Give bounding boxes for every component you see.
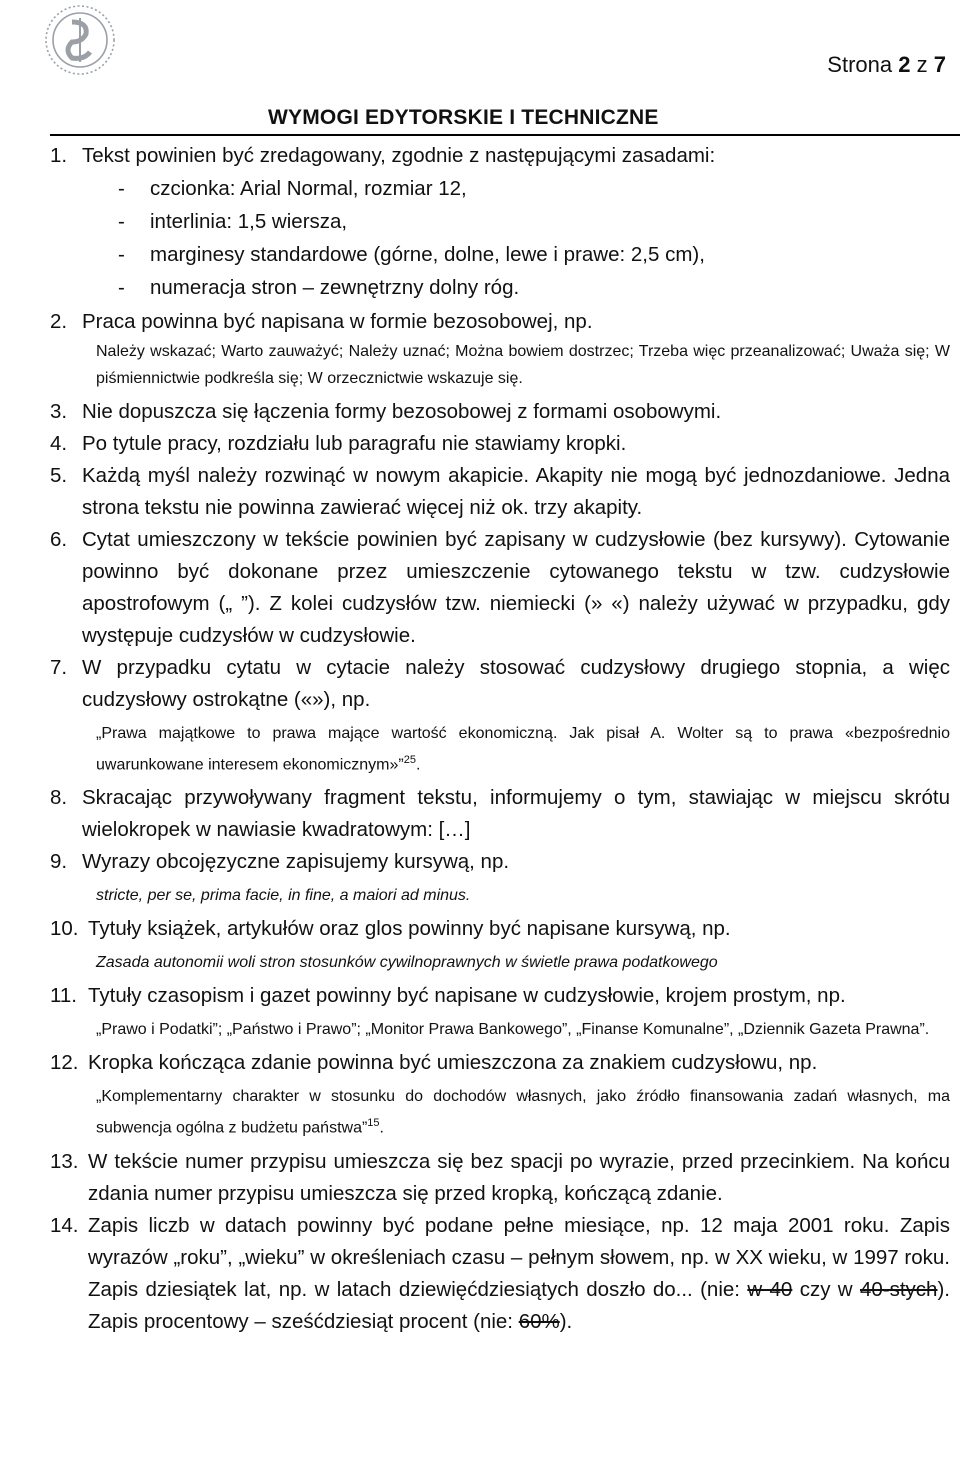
example-nested-quote: „Prawa majątkowe to prawa mające wartość ekonomiczną. Jak pisał A. Wolter są to prawa «bezpośrednio uwarunkowane interesem ekonomicznym»”$^{25}$. bbox=[96, 725, 950, 774]
bullet-font: - czcionka: Arial Normal, rozmiar 12, bbox=[118, 177, 467, 200]
list-item-6: 6. Cytat umieszczony w tekście powinien być zapisany w cudzysłowie (bez kursywy). Cytowanie powinno być dokonane przez umieszczenie cytowanego tekstu w tzw. cudzysłowie apostrofowym („ ”). Z kolei cudzysłów tzw. niemiecki (» «) należy używać w przypadku, gdy występuje cudzysłów w cudzysłowie. bbox=[50, 528, 950, 647]
list-item-2: 2. Praca powinna być napisana w formie bezosobowej, np. bbox=[50, 310, 593, 333]
strikethrough-example-1: w 40 bbox=[747, 1277, 793, 1301]
list-item-8: 8. Skracając przywoływany fragment tekstu, informujemy o tym, stawiając w miejscu skrótu wielokropek w nawiasie kwadratowym: […] bbox=[50, 786, 950, 842]
list-item-3: 3. Nie dopuszcza się łączenia formy bezosobowej z formami osobowymi. bbox=[50, 400, 722, 423]
list-item-4: 4. Po tytule pracy, rozdziału lub paragrafu nie stawiamy kropki. bbox=[50, 432, 627, 455]
list-item-14: 14. Zapis liczb w datach powinny być podane pełne miesiące, np. 12 maja 2001 roku. Zapis wyrazów „roku”, „wieku” w określeniach czasu – pełnym słowem, np. w XX wieku, w 1997 roku. Zapis dziesiątek lat, np. w latach dziewięćdziesiątych doszło do... (nie: w 40 czy w 40-stych). Zapis procentowy – sześćdziesiąt procent (nie: 60%). bbox=[50, 1213, 950, 1333]
title-underline bbox=[50, 134, 960, 136]
list-item-1: 1. Tekst powinien być zredagowany, zgodnie z następującymi zasadami: bbox=[50, 144, 716, 167]
list-item-7: 7. W przypadku cytatu w cytacie należy stosować cudzysłowy drugiego stopnia, a więc cudzysłowy ostrokątne («»), np. bbox=[50, 656, 950, 711]
example-foreign-words: stricte, per se, prima facie, in fine, a maiori ad minus. bbox=[96, 887, 471, 905]
list-item-10: 10. Tytuły książek, artykułów oraz glos powinny być napisane kursywą, np. bbox=[50, 917, 731, 941]
list-item-12: 12. Kropka kończąca zdanie powinna być umieszczona za znakiem cudzysłowu, np. bbox=[50, 1051, 818, 1075]
bullet-margins: - marginesy standardowe (górne, dolne, lewe i prawe: 2,5 cm), bbox=[118, 243, 705, 266]
list-item-9: 9. Wyrazy obcojęzyczne zapisujemy kursywą, np. bbox=[50, 850, 510, 874]
strikethrough-example-2: 40-stych bbox=[859, 1277, 938, 1301]
list-item-13: 13. W tekście numer przypisu umieszcza się bez spacji po wyrazie, przed przecinkiem. Na końcu zdania numer przypisu umieszcza się przed kropką, kończącą zdanie. bbox=[50, 1149, 950, 1205]
strikethrough-example-3: 60% bbox=[518, 1309, 560, 1333]
example-journal-titles: „Prawo i Podatki”; „Państwo i Prawo”; „Monitor Prawa Bankowego”, „Finanse Komunalne”, „Dziennik Gazeta Prawna”. bbox=[96, 1021, 930, 1039]
list-item-5: 5. Każdą myśl należy rozwinąć w nowym akapicie. Akapity nie mogą być jednozdaniowe. Jedna strona tekstu nie powinna zawierać więcej niż ok. trzy akapity. bbox=[50, 464, 950, 519]
institution-seal-logo bbox=[42, 2, 118, 78]
document-title: WYMOGI EDYTORSKIE I TECHNICZNE bbox=[268, 106, 659, 129]
page-number: Strona 2 z 7 bbox=[827, 52, 946, 77]
bullet-spacing: - interlinia: 1,5 wiersza, bbox=[118, 210, 348, 233]
list-item-11: 11. Tytuły czasopism i gazet powinny być napisane w cudzysłowie, krojem prostym, np. bbox=[50, 984, 846, 1008]
example-book-title: Zasada autonomii woli stron stosunków cywilnoprawnych w świetle prawa podatkowego bbox=[96, 954, 718, 972]
example-impersonal: Należy wskazać; Warto zauważyć; Należy uznać; Można bowiem dostrzec; Trzeba więc przeanalizować; Uważa się; W piśmiennictwie podkreśla się; W orzecznictwie wskazuje się. bbox=[96, 343, 950, 387]
bullet-numbering: - numeracja stron – zewnętrzny dolny róg. bbox=[118, 276, 520, 299]
example-period-placement: „Komplementarny charakter w stosunku do dochodów własnych, jako źródło finansowania zadań własnych, ma subwencja ogólna z budżetu państwa”$^{15}$. bbox=[96, 1088, 950, 1137]
requirements-list bbox=[50, 140, 950, 1338]
